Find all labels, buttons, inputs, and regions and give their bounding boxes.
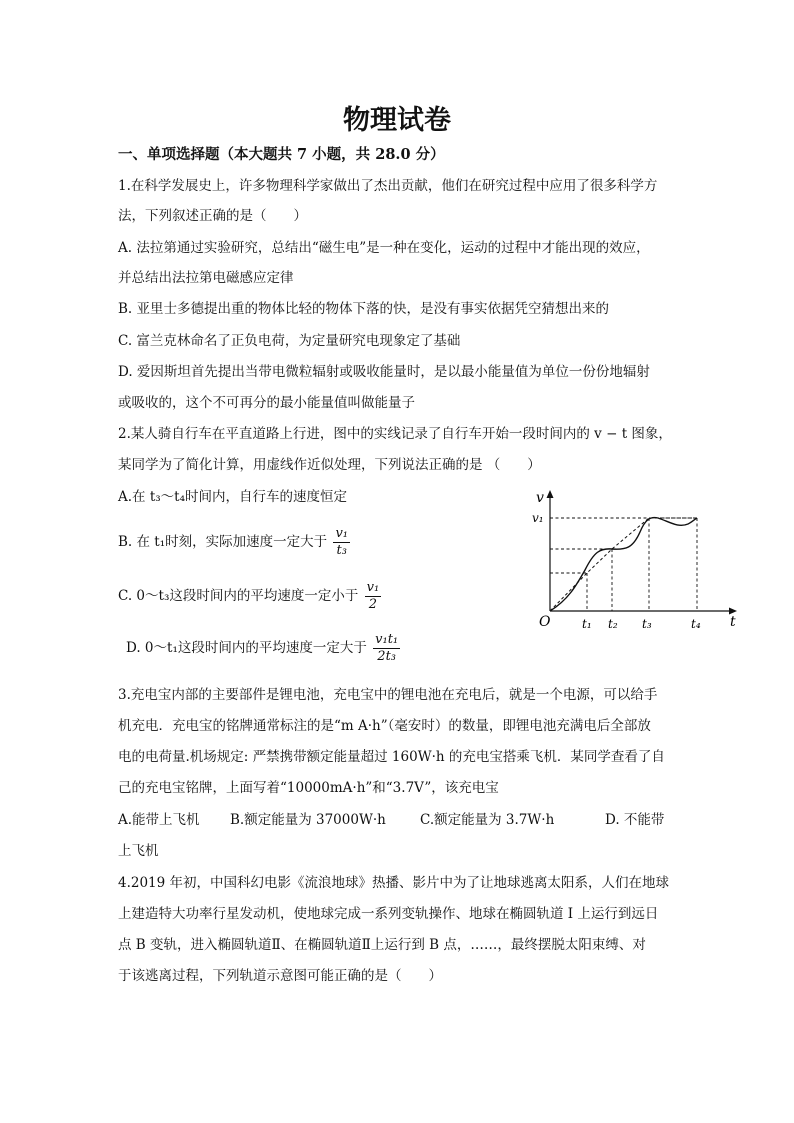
q3-option-c: C.额定能量为 3.7W·h (420, 812, 555, 828)
graph-x-label: t (730, 614, 736, 630)
q1-stem-line2: 法，下列叙述正确的是（ ） (118, 208, 307, 224)
graph-t1-label: t₁ (582, 617, 592, 631)
q4-line4: 于该逃离过程，下列轨道示意图可能正确的是（ ） (118, 968, 442, 984)
q2-option-d-text: D. 0～t₁这段时间内的平均速度一定大于 (126, 640, 367, 656)
graph-t2-label: t₂ (608, 617, 618, 631)
q2-stem-line1: 2.某人骑自行车在平直道路上行进，图中的实线记录了自行车开始一段时间内的 v − t 图象， (118, 426, 672, 442)
page-title: 物理试卷 (343, 105, 451, 136)
graph-v1-label: v₁ (532, 511, 544, 525)
q3-option-b: B.额定能量为 37000W·h (230, 812, 386, 828)
graph-t3-label: t₃ (642, 617, 652, 631)
graph-y-label: v (536, 490, 544, 506)
q2-option-c-numerator: v₁ (366, 580, 380, 595)
q2-option-b-denominator: t₃ (336, 543, 347, 558)
graph-origin-label: O (539, 614, 551, 630)
q1-option-a-line2: 并总结出法拉第电磁感应定律 (118, 270, 294, 286)
q2-option-c-text: C. 0～t₃这段时间内的平均速度一定小于 (118, 588, 359, 604)
q2-option-d (126, 632, 400, 665)
q3-line3: 电的电荷量.机场规定: 严禁携带额定能量超过 160W·h 的充电宝搭乘飞机．某同学查看了自 (118, 749, 665, 765)
vt-graph (530, 488, 745, 638)
q1-option-b: B. 亚里士多德提出重的物体比轻的物体下落的快，是没有事实依据凭空猜想出来的 (118, 301, 610, 317)
q3-line1: 3.充电宝内部的主要部件是锂电池，充电宝中的锂电池在充电后，就是一个电源，可以给手 (118, 687, 658, 703)
q1-option-d-line2: 或吸收的，这个不可再分的最小能量值叫做能量子 (118, 395, 415, 411)
q2-option-b (118, 526, 350, 559)
q2-option-b-fraction (333, 526, 350, 559)
q2-option-c (118, 580, 381, 613)
q1-option-d-line1: D. 爱因斯坦首先提出当带电微粒辐射或吸收能量时，是以最小能量值为单位一份份地辐射 (118, 364, 650, 380)
q3-line2: 机充电．充电宝的铭牌通常标注的是“m A·h”（毫安时）的数量，即锂电池充满电后全部放 (118, 718, 651, 734)
graph-t4-label: t₄ (691, 617, 701, 631)
graph-y-arrow (547, 490, 554, 498)
actual-velocity-curve (550, 518, 697, 611)
q3-line4: 己的充电宝铭牌，上面写着“10000mA·h”和“3.7V”，该充电宝 (118, 780, 499, 796)
q4-line2: 上建造特大功率行星发动机，使地球完成一系列变轨操作、地球在椭圆轨道 Ⅰ 上运行到远日 (118, 906, 659, 922)
section-heading: 一、单项选择题（本大题共 7 小题，共 28.0 分） (118, 146, 445, 163)
q1-stem-line1: 1.在科学发展史上，许多物理科学家做出了杰出贡献，他们在研究过程中应用了很多科学方 (118, 178, 658, 194)
q3-option-d-line2: 上飞机 (118, 843, 159, 859)
q1-option-a-line1: A. 法拉第通过实验研究，总结出“磁生电”是一种在变化，运动的过程中才能出现的效应， (118, 240, 650, 256)
q4-line3: 点 B 变轨，进入椭圆轨道Ⅱ、在椭圆轨道Ⅱ上运行到 B 点，……，最终摆脱太阳束缚、对 (118, 937, 646, 953)
q1-option-c: C. 富兰克林命名了正负电荷，为定量研究电现象定了基础 (118, 333, 461, 349)
q2-option-b-text: B. 在 t₁时刻，实际加速度一定大于 (118, 534, 328, 550)
q2-option-d-fraction (373, 632, 400, 665)
q2-option-d-numerator: v₁t₁ (375, 632, 399, 647)
approximation-dashed-line (550, 518, 697, 611)
q3-option-d: D. 不能带 (605, 812, 665, 828)
q2-stem-line2: 某同学为了简化计算，用虚线作近似处理，下列说法正确的是 （ ） (118, 457, 541, 473)
q4-line1: 4.2019 年初，中国科幻电影《流浪地球》热播、影片中为了让地球逃离太阳系，人们在地球 (118, 875, 670, 891)
q2-option-c-fraction (365, 580, 382, 613)
q2-option-c-denominator: 2 (368, 597, 378, 612)
q3-option-a: A.能带上飞机 (118, 812, 200, 828)
q2-option-a: A.在 t₃～t₄时间内，自行车的速度恒定 (118, 489, 348, 505)
q2-option-d-denominator: 2t₃ (377, 649, 397, 664)
q2-option-b-numerator: v₁ (335, 526, 348, 541)
